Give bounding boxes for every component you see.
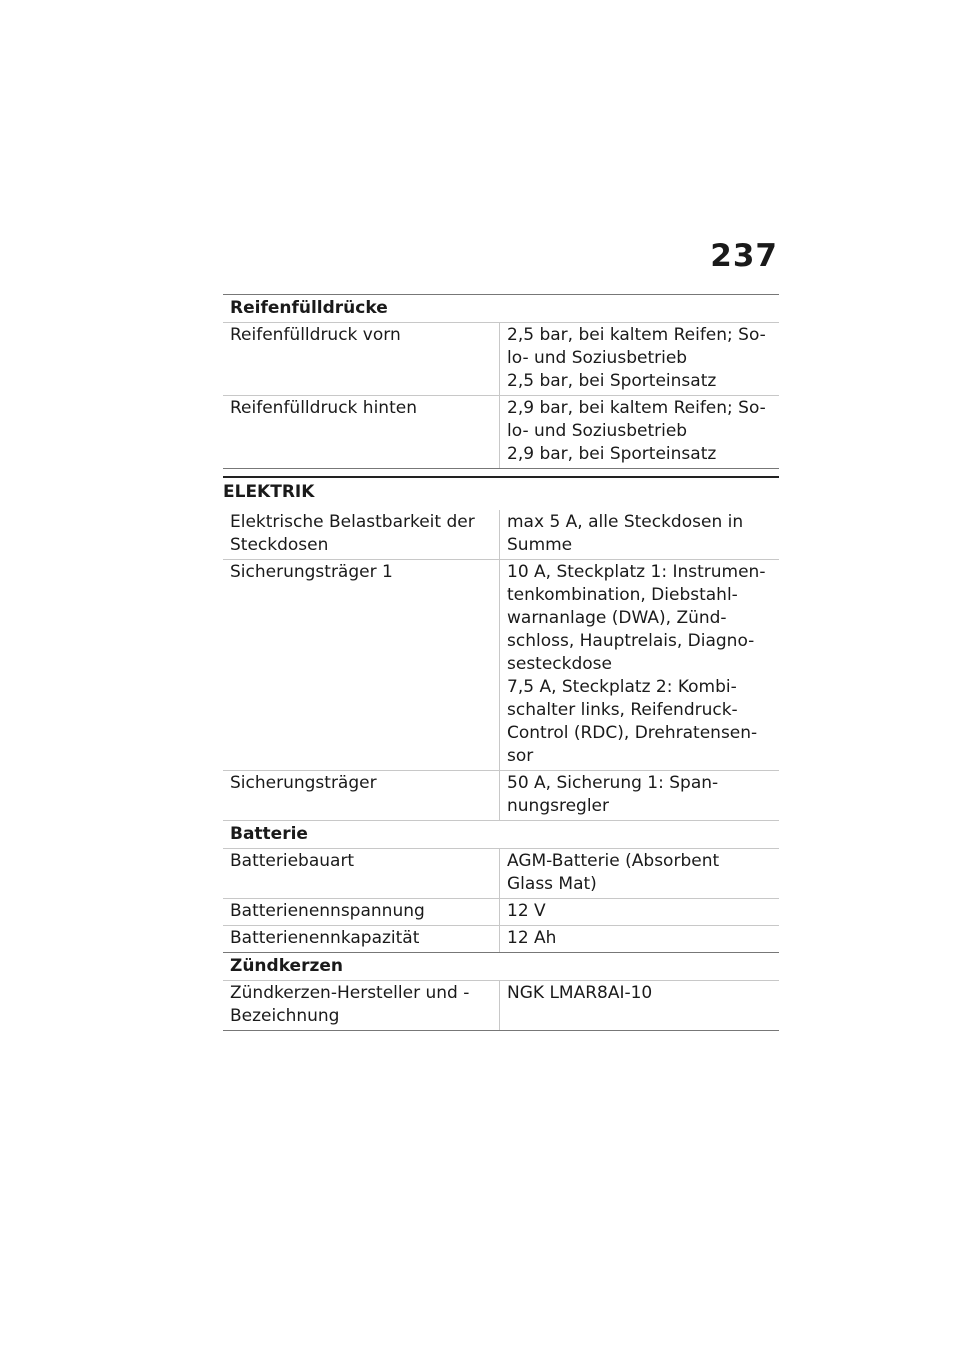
row-value: 12 V	[500, 899, 780, 926]
row-label: Elektrische Belastbarkeit der Steckdosen	[223, 510, 500, 560]
electrics-table	[223, 510, 779, 1031]
row-label: Batteriebauart	[223, 849, 500, 899]
row-label: Batterienennkapazität	[223, 926, 500, 953]
spark-plugs-heading: Zündkerzen	[223, 953, 779, 981]
table-row	[223, 323, 779, 396]
page-number: 237	[710, 238, 778, 274]
row-label: Sicherungsträger	[223, 771, 500, 821]
table-row	[223, 510, 779, 560]
table-row	[223, 926, 779, 953]
table-subheading	[223, 295, 779, 323]
row-value: 50 A, Sicherung 1: Span- nungsregler	[500, 771, 780, 821]
row-label: Batterienennspannung	[223, 899, 500, 926]
row-label: Reifenfülldruck hinten	[223, 396, 500, 469]
section-title-electrics: ELEKTRIK	[223, 476, 779, 502]
row-value: max 5 A, alle Steckdosen in Summe	[500, 510, 780, 560]
tire-pressure-table	[223, 294, 779, 469]
table-row	[223, 981, 779, 1031]
row-value: NGK LMAR8AI-10	[500, 981, 780, 1031]
table-row	[223, 560, 779, 771]
tire-pressure-heading: Reifenfülldrücke	[223, 295, 779, 323]
row-value: AGM-Batterie (Absorbent Glass Mat)	[500, 849, 780, 899]
table-row	[223, 396, 779, 469]
battery-heading: Batterie	[223, 821, 779, 849]
row-label: Zündkerzen-Hersteller und - Bezeichnung	[223, 981, 500, 1031]
row-value: 10 A, Steckplatz 1: Instrumen- tenkombination, Diebstahl- warnanlage (DWA), Zünd- schloss, Hauptrelais, Diagno- sesteckdose 7,5 A, Steckplatz 2: Kombi- schalter links, Reifendruck- Control (RDC), Drehratensen- sor	[500, 560, 780, 771]
row-label: Reifenfülldruck vorn	[223, 323, 500, 396]
table-row	[223, 849, 779, 899]
row-value: 12 Ah	[500, 926, 780, 953]
table-subheading	[223, 953, 779, 981]
table-row	[223, 899, 779, 926]
row-value: 2,9 bar, bei kaltem Reifen; So- lo- und Soziusbetrieb 2,9 bar, bei Sporteinsatz	[500, 396, 780, 469]
table-subheading	[223, 821, 779, 849]
row-label: Sicherungsträger 1	[223, 560, 500, 771]
row-value: 2,5 bar, bei kaltem Reifen; So- lo- und Soziusbetrieb 2,5 bar, bei Sporteinsatz	[500, 323, 780, 396]
table-row	[223, 771, 779, 821]
